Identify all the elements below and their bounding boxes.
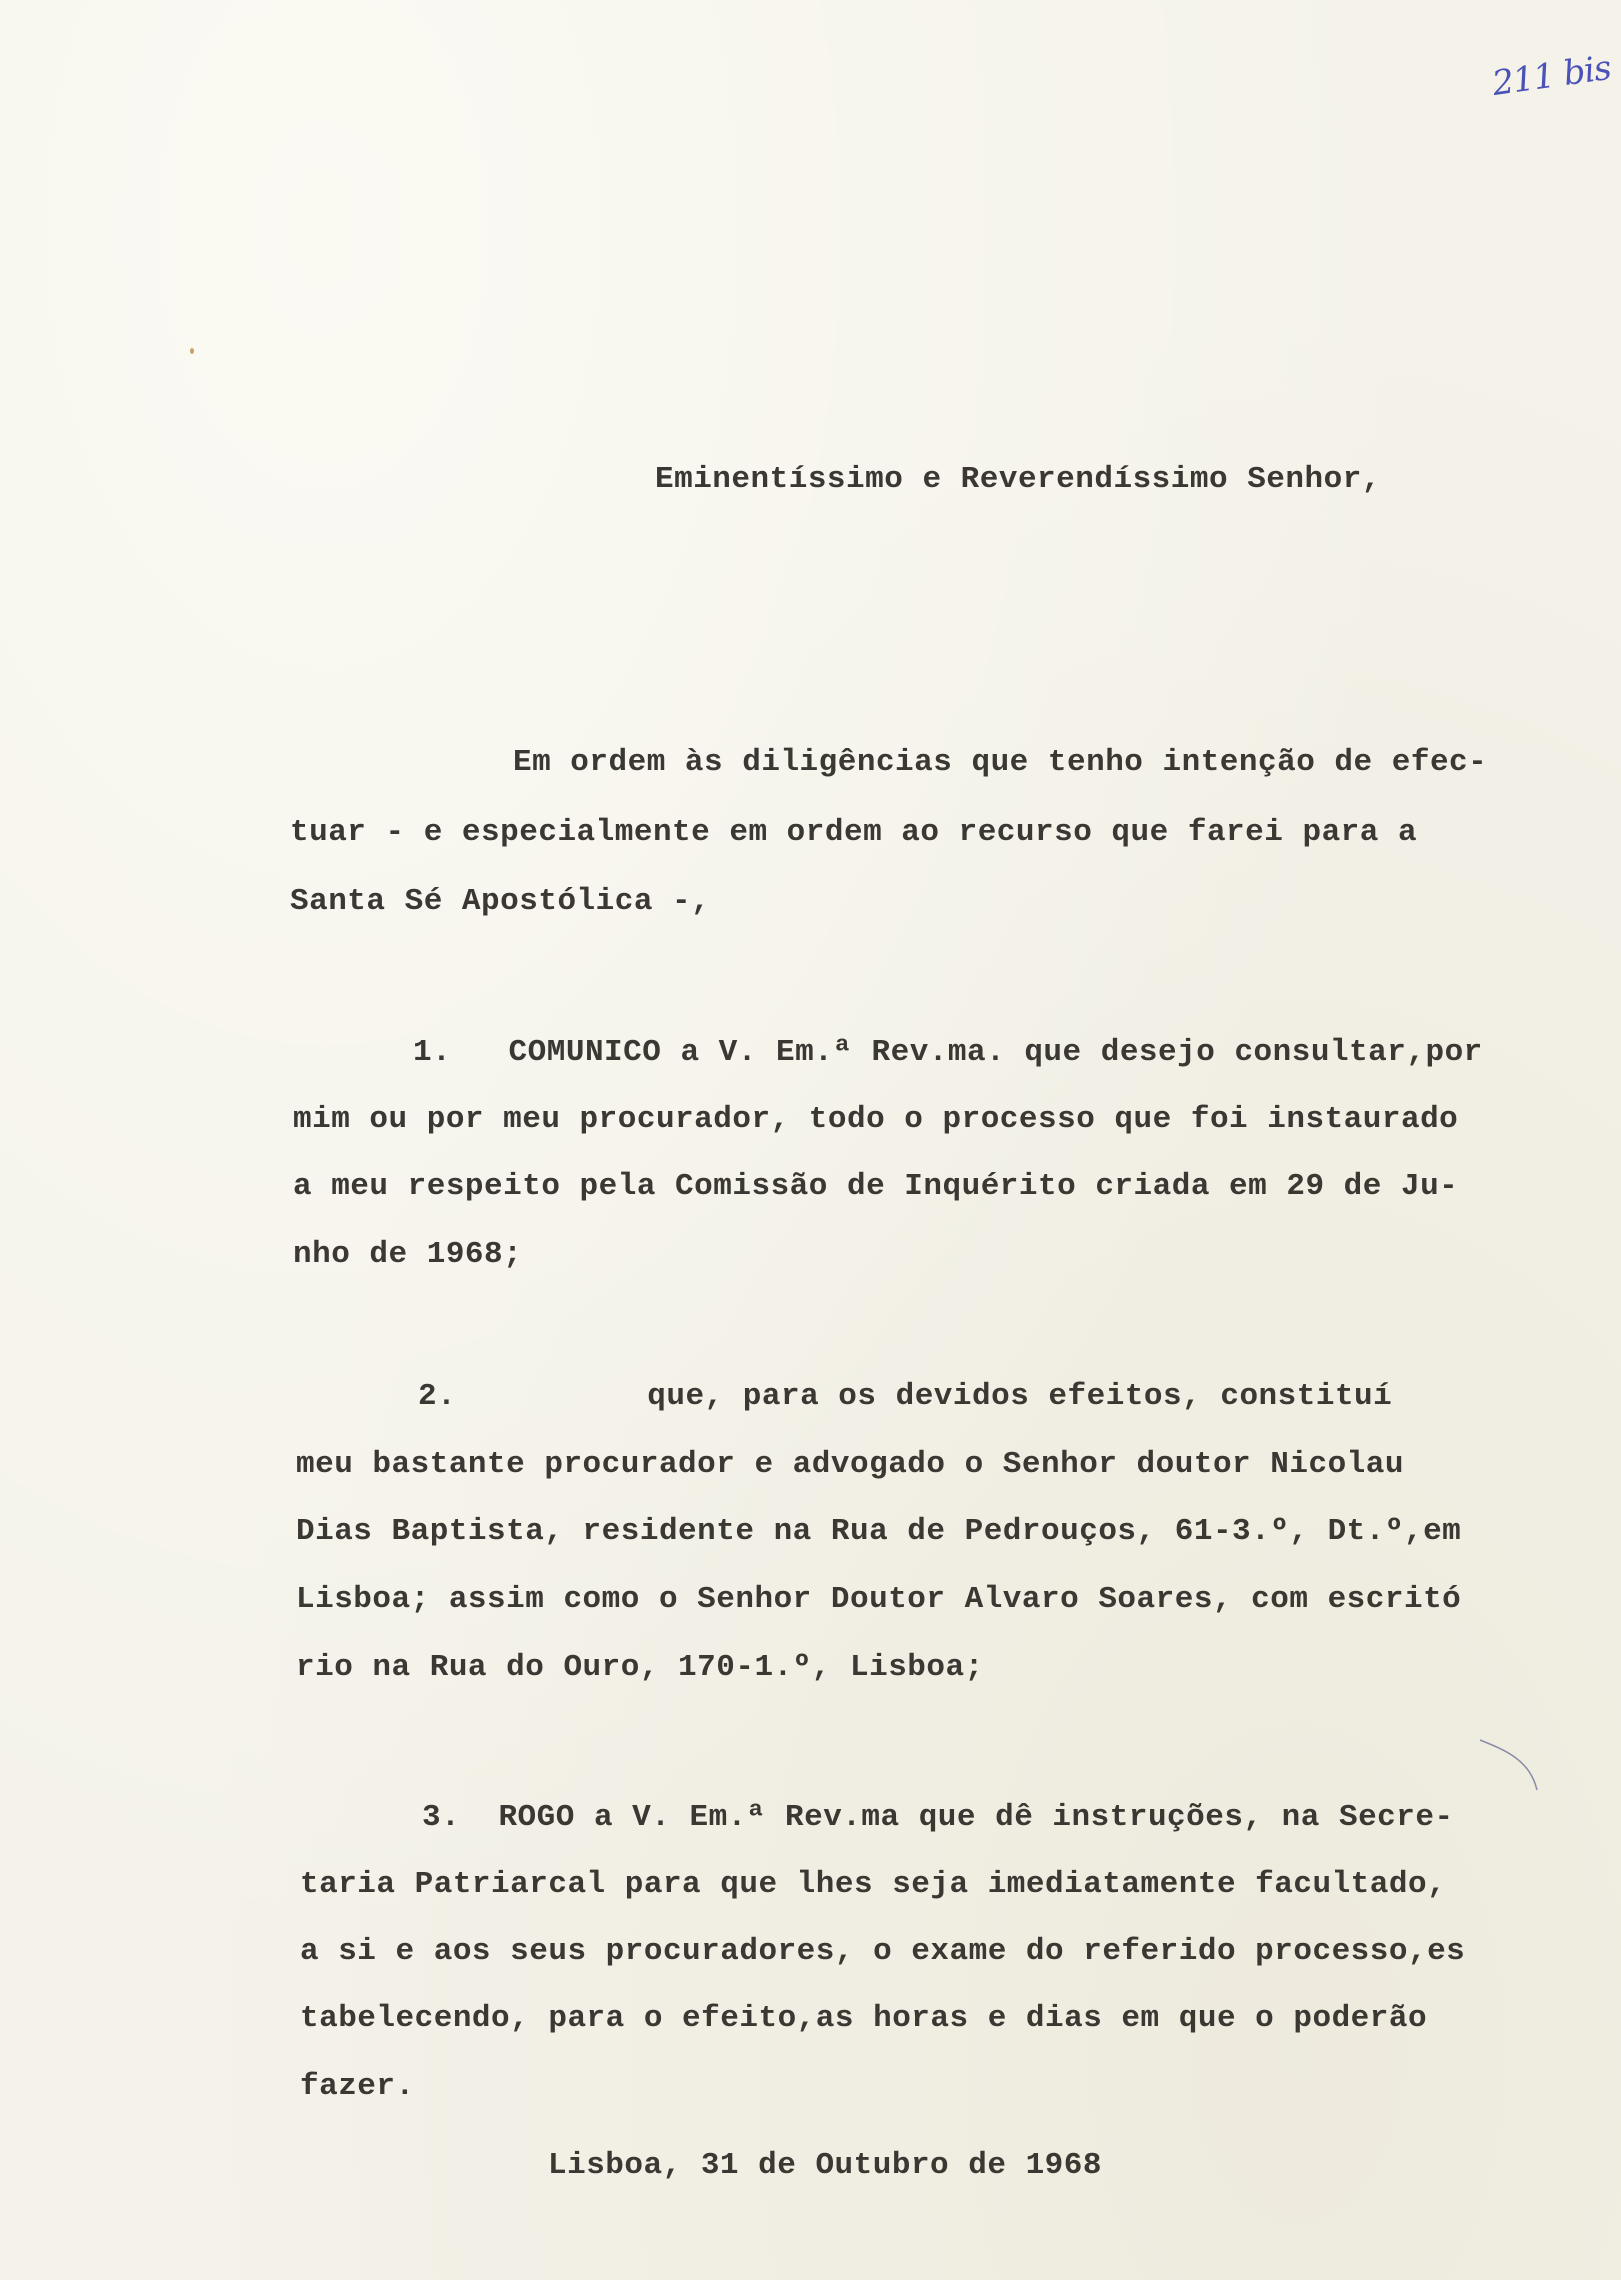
- item-2-number: 2.: [418, 1379, 457, 1414]
- item-2-line-3: Dias Baptista, residente na Rua de Pedrouços, 61-3.º, Dt.º,em: [296, 1514, 1462, 1549]
- intro-line-3: Santa Sé Apostólica -,: [290, 884, 711, 919]
- item-3-line-1: [422, 1800, 1454, 1836]
- item-2-line-2: meu bastante procurador e advogado o Senhor doutor Nicolau: [296, 1447, 1404, 1482]
- item-1-line-1: [413, 1035, 1483, 1071]
- item-1-number: 1.: [413, 1035, 452, 1070]
- item-1-line-4: nho de 1968;: [293, 1237, 523, 1272]
- item-3-line-2: taria Patriarcal para que lhes seja imediatamente facultado,: [300, 1867, 1447, 1902]
- item-2-line-4: Lisboa; assim como o Senhor Doutor Alvaro Soares, com escritó: [296, 1582, 1462, 1617]
- intro-line-2: tuar - e especialmente em ordem ao recurso que farei para a: [290, 815, 1418, 850]
- item-1-line-3: a meu respeito pela Comissão de Inquérito criada em 29 de Ju-: [293, 1169, 1459, 1204]
- item-2-line-1: [418, 1379, 1392, 1415]
- place-and-date: Lisboa, 31 de Outubro de 1968: [548, 2148, 1102, 2183]
- paper-stain: [190, 348, 194, 354]
- item-3-line-5: fazer.: [300, 2069, 415, 2104]
- item-2-text-1: que, para os devidos efeitos, constituí: [647, 1379, 1393, 1414]
- item-3-line-3: a si e aos seus procuradores, o exame do referido processo,es: [300, 1934, 1466, 1969]
- folio-number: 211 bis: [1489, 47, 1614, 105]
- pencil-mark: [1475, 1735, 1545, 1795]
- salutation: Eminentíssimo e Reverendíssimo Senhor,: [655, 462, 1381, 497]
- item-1-line-2: mim ou por meu procurador, todo o processo que foi instaurado: [293, 1102, 1459, 1137]
- item-3-text-1: ROGO a V. Em.ª Rev.ma que dê instruções, na Secre-: [498, 1800, 1454, 1835]
- item-3-number: 3.: [422, 1800, 461, 1835]
- item-1-text-1: COMUNICO a V. Em.ª Rev.ma. que desejo consultar,por: [508, 1035, 1483, 1070]
- intro-line-1: Em ordem às diligências que tenho intenção de efec-: [513, 745, 1488, 780]
- item-3-line-4: tabelecendo, para o efeito,as horas e dias em que o poderão: [300, 2001, 1428, 2036]
- item-2-line-5: rio na Rua do Ouro, 170-1.º, Lisboa;: [296, 1650, 984, 1685]
